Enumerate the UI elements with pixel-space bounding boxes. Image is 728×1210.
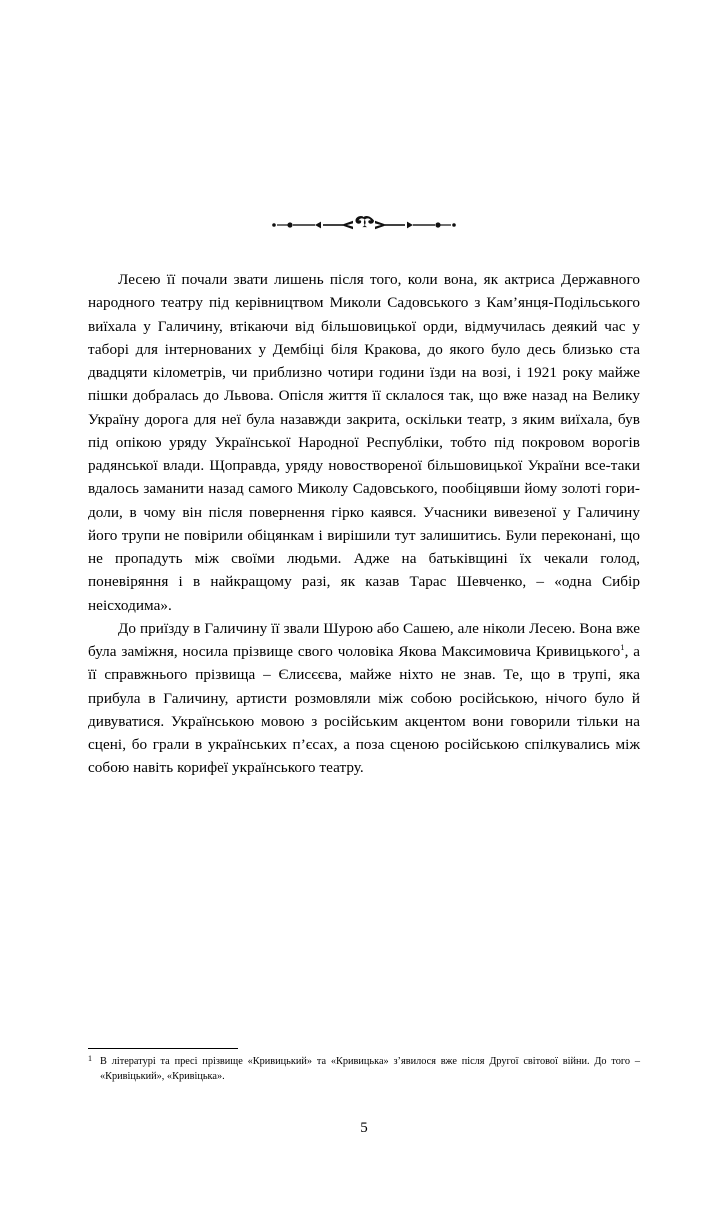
footnote-1	[88, 1055, 640, 1084]
paragraph-1: Лесею її почали звати лишень після того, коли вона, як актриса Державного народного театру під керівництвом Миколи Садовського з Кам’янця-Подільського виїхала у Галичину, втікаючи від більшовицької орди, відмучилась деякий час у таборі для інтернованих у Дембіці біля Кракова, до якого було десь близько ста двадцяти кілометрів, чи приблизно чотири години їзди на возі, і 1921 року майже пішки добралась до Львова. Опісля життя її склалося так, що вже назад на Велику Україну дорога для неї була назавжди закрита, оскільки театр, з яким виїхала, був під опікою уряду Української Народної Республіки, тобто під покровом ворогів радянської влади. Щоправда, уряду новоствореної більшовицької України все-таки вдалось заманити назад самого Миколу Садовського, пообіцявши йому золоті гори-доли, в чому він після повернення гірко каявся. Учасники вивезеної у Галичину його трупи не повірили обіцянкам і вирішили тут залишитись. Були переконані, що не пропадуть між своїми людьми. Адже на батьківщині їх чекали голод, поневіряння і в найкращому разі, як казав Тарас Шевченко, – «одна Сибір неісходима».	[88, 271, 640, 614]
footnote-marker: 1	[88, 1054, 92, 1063]
paragraph-2: До приїзду в Галичину її звали Шурою або Сашею, але ніколи Лесею. Вона вже була заміжня, носила прізвище свого чоловіка Якова Максимовича Кривицького$^1$, а її справжнього прізвища – Єлисєєва, майже ніхто не знав. Те, що в трупі, яка прибула в Галичину, артисти розмовляли між собою російською, нічого було й дивуватися. Українською мовою з російським акцентом вони говорили тільки на сцені, бо грали в українських п’єсах, а поза сценою російською спілкувались між собою навіть корифеї українського театру.	[88, 619, 640, 777]
footnote-separator	[88, 1048, 238, 1049]
book-page	[0, 210, 728, 1210]
footnote-area	[88, 1048, 640, 1084]
page-body-text	[88, 268, 640, 780]
page-number: 5	[360, 1120, 368, 1136]
footnote-text: В літературі та пресі прізвище «Кривицький» та «Кривицька» з’явилося вже після Другої світової війни. До того – «Кривіцький», «Кривіцька».	[100, 1056, 640, 1082]
decorative-divider-ornament	[88, 210, 640, 240]
